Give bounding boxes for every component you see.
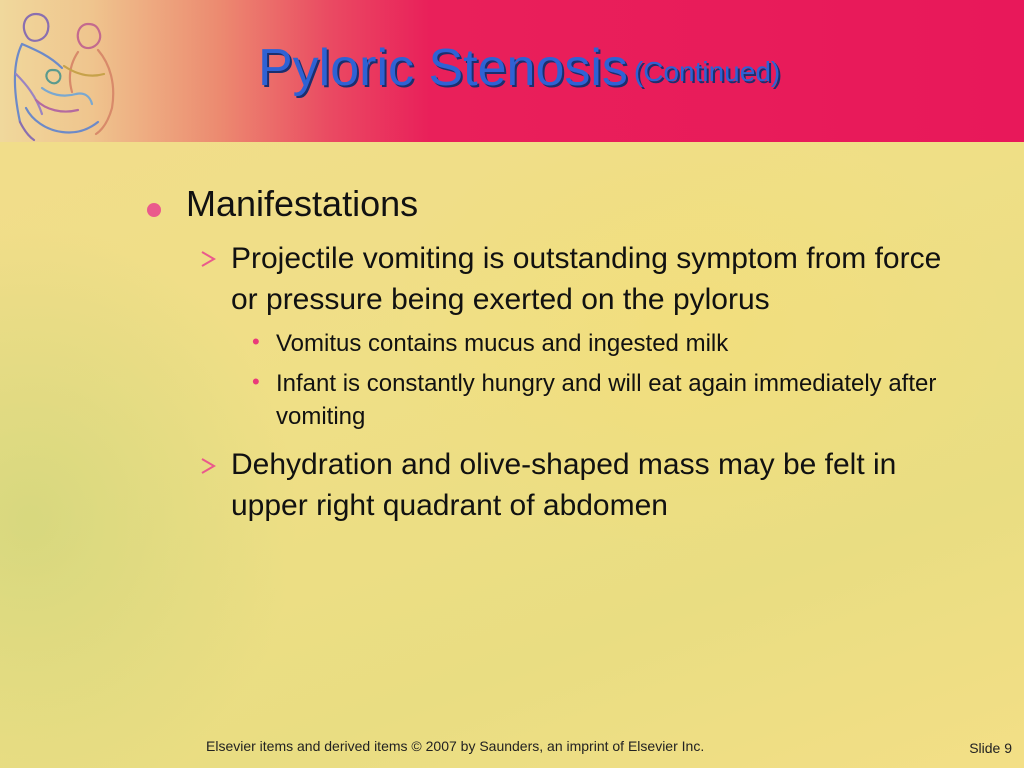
slide-number: Slide 9 — [969, 740, 1012, 756]
bullet-infant-hungry: Infant is constantly hungry and will eat again immediately after vomiting — [276, 370, 937, 430]
title-subtitle: (Continued) — [633, 56, 781, 87]
bullet-dehydration: Dehydration and olive-shaped mass may be felt in upper right quadrant of abdomen — [231, 448, 897, 522]
arrow-bullet-icon — [199, 457, 217, 475]
bullet-dot-icon: • — [252, 329, 260, 354]
title-main: Pyloric Stenosis — [258, 39, 628, 97]
bullet-dot-icon — [147, 203, 161, 217]
footer-copyright: Elsevier items and derived items © 2007 by Saunders, an imprint of Elsevier Inc. — [206, 738, 705, 754]
bullet-projectile-vomiting: Projectile vomiting is outstanding symptom from force or pressure being exerted on the pylorus — [231, 242, 942, 316]
arrow-bullet-icon — [199, 250, 217, 268]
bullet-manifestations: Manifestations — [186, 183, 419, 224]
bullet-dot-icon: • — [252, 369, 260, 394]
bullet-vomitus: Vomitus contains mucus and ingested milk — [276, 330, 729, 357]
